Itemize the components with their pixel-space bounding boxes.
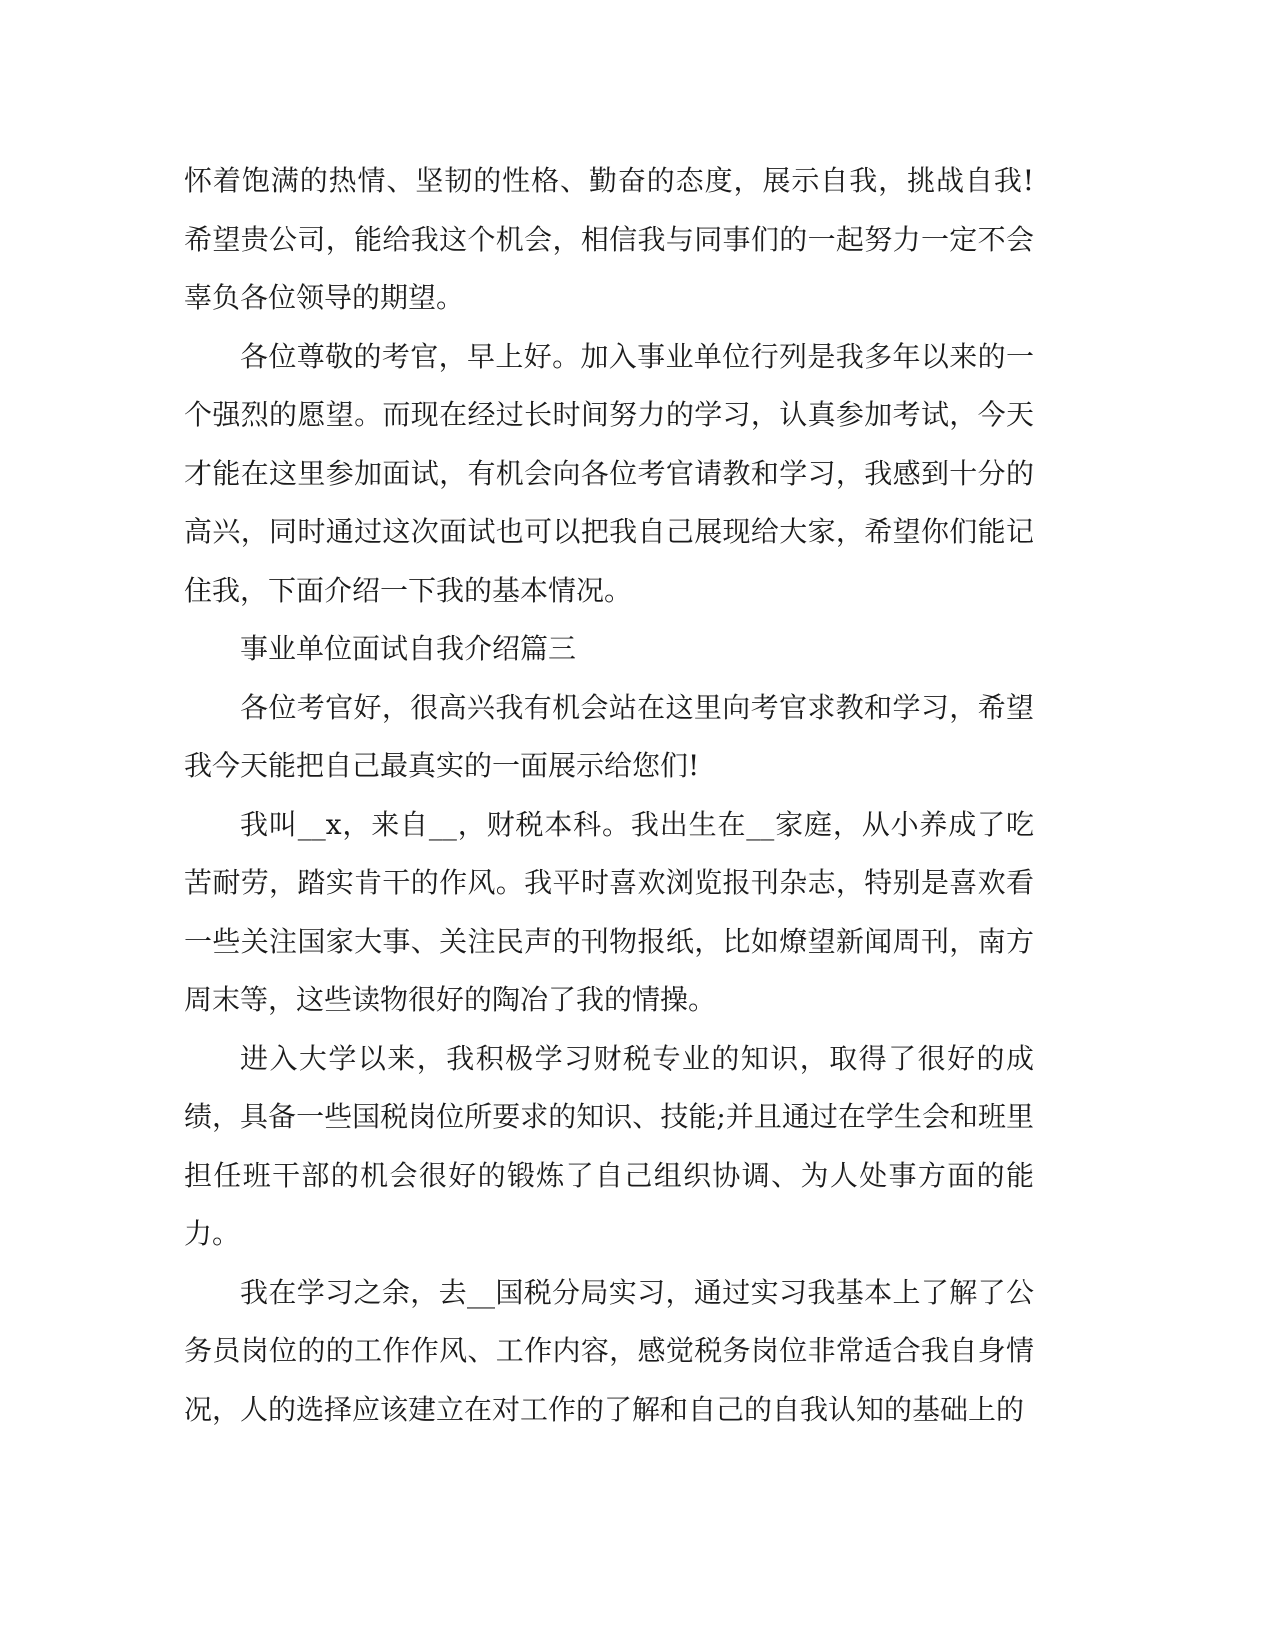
section-heading: 事业单位面试自我介绍篇三 xyxy=(240,632,577,665)
paragraph-5: 进入大学以来，我积极学习财税专业的知识，取得了很好的成绩，具备一些国税岗位所要求的知识、技能;并且通过在学生会和班里担任班干部的机会很好的锻炼了自己组织协调、为人处事方面的能力。 xyxy=(184,1041,1034,1250)
paragraph-2: 各位尊敬的考官，早上好。加入事业单位行列是我多年以来的一个强烈的愿望。而现在经过长时间努力的学习，认真参加考试，今天才能在这里参加面试，有机会向各位考官请教和学习，我感到十分的高兴，同时通过这次面试也可以把我自己展现给大家，希望你们能记住我，下面介绍一下我的基本情况。 xyxy=(184,339,1034,607)
paragraph-1: 怀着饱满的热情、坚韧的性格、勤奋的态度，展示自我，挑战自我!希望贵公司，能给我这个机会，相信我与同事们的一起努力一定不会辜负各位领导的期望。 xyxy=(184,164,1034,314)
paragraph-3: 各位考官好，很高兴我有机会站在这里向考官求教和学习，希望我今天能把自己最真实的一面展示给您们! xyxy=(184,690,1034,782)
paragraph-4: 我叫__x，来自__，财税本科。我出生在__家庭，从小养成了吃苦耐劳，踏实肯干的作风。我平时喜欢浏览报刊杂志，特别是喜欢看一些关注国家大事、关注民声的刊物报纸，比如燎望新闻周刊，南方周末等，这些读物很好的陶冶了我的情操。 xyxy=(184,807,1034,1016)
paragraph-6: 我在学习之余，去__国税分局实习，通过实习我基本上了解了公务员岗位的的工作作风、工作内容，感觉税务岗位非常适合我自身情况，人的选择应该建立在对工作的了解和自己的自我认知的基础上的 xyxy=(184,1275,1034,1426)
document-page xyxy=(184,152,1034,1439)
